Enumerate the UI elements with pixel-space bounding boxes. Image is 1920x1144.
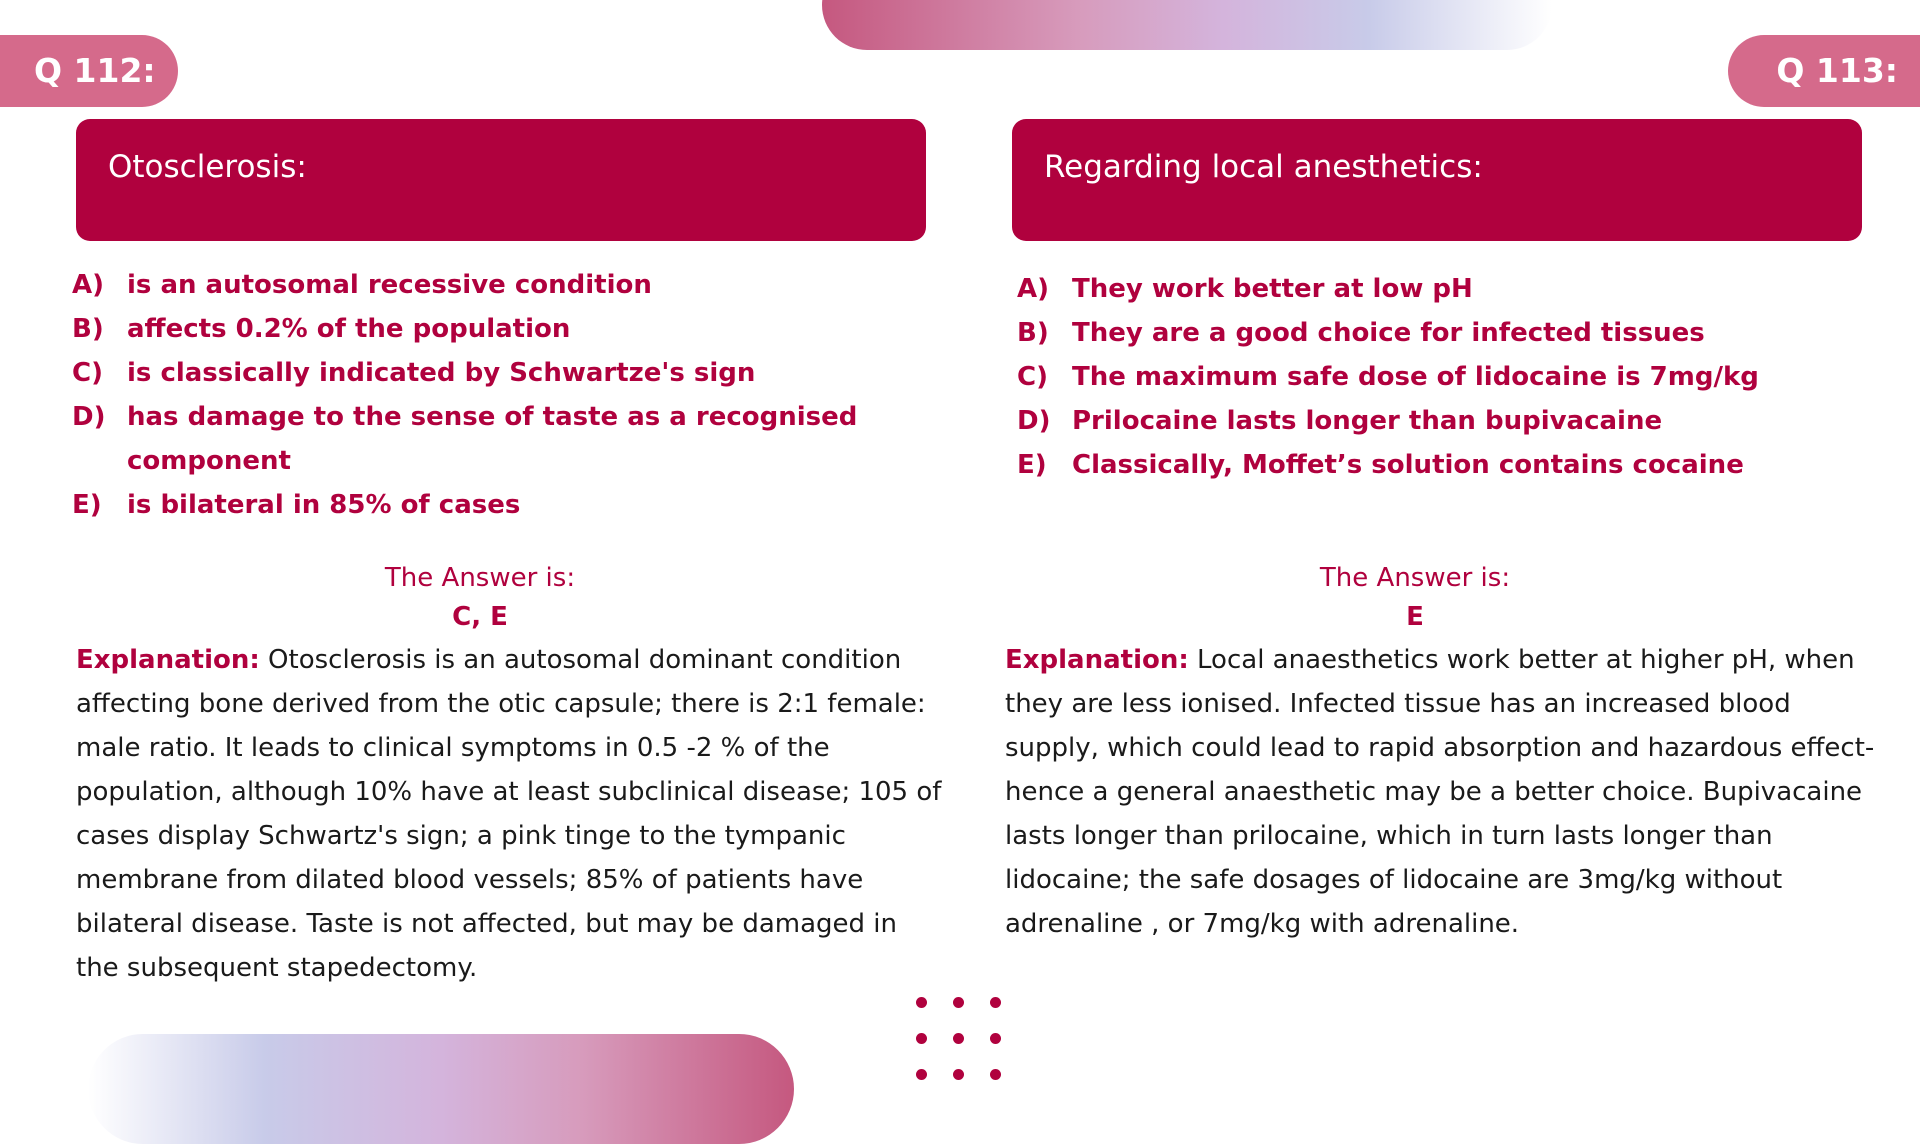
- option-letter: A): [72, 270, 105, 300]
- question-stem-text-113: Regarding local anesthetics:: [1044, 149, 1483, 185]
- decorative-dot: [916, 1069, 927, 1080]
- option-d-113[interactable]: [1017, 399, 1897, 443]
- option-d-112[interactable]: [72, 395, 892, 483]
- decorative-gradient-bottom: [88, 1034, 794, 1144]
- explanation-text-113: Local anaesthetics work better at higher pH, when they are less ionised. Infected tissue has an increased blood supply, which could lead to rapid absorption and hazardous effect- hence a general anaesthetic may be a better choice. Bupivacaine lasts longer than prilocaine, which in turn lasts longer than lidocaine; the safe dosages of lidocaine are 3mg/kg without adrenaline , or 7mg/kg with adrenaline.: [1005, 645, 1875, 939]
- decorative-dot: [990, 997, 1001, 1008]
- explanation-112: [76, 638, 944, 990]
- decorative-dot-grid: [916, 997, 1006, 1087]
- option-letter: E): [72, 490, 102, 520]
- explanation-label-113: Explanation:: [1005, 645, 1189, 675]
- answer-value-113: E: [1406, 602, 1424, 632]
- option-e-113[interactable]: [1017, 443, 1897, 487]
- decorative-dot: [953, 997, 964, 1008]
- decorative-dot: [916, 997, 927, 1008]
- decorative-dot: [953, 1033, 964, 1044]
- answer-label-113: The Answer is:: [1319, 563, 1511, 593]
- decorative-dot: [916, 1033, 927, 1044]
- question-stem-text-112: Otosclerosis:: [108, 149, 307, 185]
- options-list-112: [72, 263, 892, 527]
- option-text: is classically indicated by Schwartze's sign: [127, 358, 756, 388]
- option-a-112[interactable]: [72, 263, 892, 307]
- option-text: Classically, Moffet’s solution contains cocaine: [1072, 450, 1744, 480]
- option-e-112[interactable]: [72, 483, 892, 527]
- answer-block-112: [50, 559, 910, 637]
- option-letter: E): [1017, 450, 1047, 480]
- question-stem-box-113: [1012, 119, 1862, 241]
- option-text: The maximum safe dose of lidocaine is 7mg/kg: [1072, 362, 1759, 392]
- answer-block-113: [985, 559, 1845, 637]
- option-text: has damage to the sense of taste as a recognised component: [127, 402, 858, 476]
- option-letter: B): [72, 314, 104, 344]
- option-letter: C): [1017, 362, 1048, 392]
- decorative-gradient-top: [822, 0, 1552, 50]
- option-c-113[interactable]: [1017, 355, 1897, 399]
- option-text: is an autosomal recessive condition: [127, 270, 652, 300]
- question-stem-box-112: [76, 119, 926, 241]
- option-letter: D): [72, 402, 106, 432]
- option-letter: A): [1017, 274, 1050, 304]
- option-text: affects 0.2% of the population: [127, 314, 571, 344]
- answer-label-112: The Answer is:: [384, 563, 576, 593]
- explanation-label-112: Explanation:: [76, 645, 260, 675]
- options-list-113: [1017, 267, 1897, 487]
- question-number-112: Q 112:: [0, 35, 178, 107]
- option-c-112[interactable]: [72, 351, 892, 395]
- answer-value-112: C, E: [452, 602, 508, 632]
- option-text: They work better at low pH: [1072, 274, 1473, 304]
- explanation-text-112: Otosclerosis is an autosomal dominant condition affecting bone derived from the otic capsule; there is 2:1 female: male ratio. It leads to clinical symptoms in 0.5 -2 % of the population, although 10% have at least subclinical disease; 105 of cases display Schwartz's sign; a pink tinge to the tympanic membrane from dilated blood vessels; 85% of patients have bilateral disease. Taste is not affected, but may be damaged in the subsequent stapedectomy.: [76, 645, 942, 983]
- option-text: They are a good choice for infected tissues: [1072, 318, 1705, 348]
- explanation-113: [1005, 638, 1885, 946]
- decorative-dot: [990, 1033, 1001, 1044]
- decorative-dot: [953, 1069, 964, 1080]
- option-letter: C): [72, 358, 103, 388]
- option-text: Prilocaine lasts longer than bupivacaine: [1072, 406, 1663, 436]
- option-text: is bilateral in 85% of cases: [127, 490, 521, 520]
- option-letter: D): [1017, 406, 1051, 436]
- option-letter: B): [1017, 318, 1049, 348]
- decorative-dot: [990, 1069, 1001, 1080]
- option-b-113[interactable]: [1017, 311, 1897, 355]
- option-b-112[interactable]: [72, 307, 892, 351]
- question-number-113: Q 113:: [1728, 35, 1920, 107]
- option-a-113[interactable]: [1017, 267, 1897, 311]
